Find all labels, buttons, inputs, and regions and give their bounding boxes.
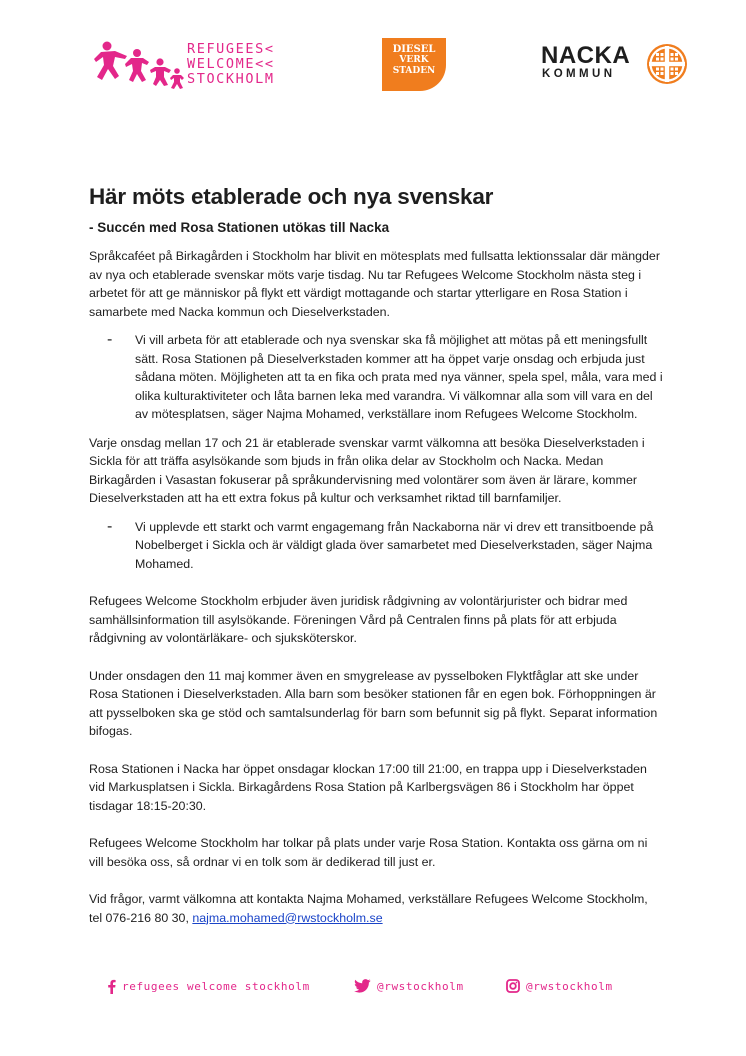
article (89, 183, 664, 927)
rws-logo-text (187, 42, 275, 87)
paragraph: Varje onsdag mellan 17 och 21 är etablerade svenskar varmt välkomna att besöka Dieselverkstaden i Sickla för att träffa asylsökande som bjuds in från olika delar av Stockholm och Nacka. Medan Birkagården i Vasastan fokuserar på språkundervisning med volontärer som även är lärare, kommer Dieselverkstaden att ha ett extra fokus på kultur och verksamhet riktad till barnfamiljer. (89, 435, 645, 505)
facebook-label: refugees welcome stockholm (122, 980, 310, 993)
nacka-logo-sub: KOMMUN (542, 68, 616, 80)
twitter-label: @rwstockholm (377, 979, 464, 993)
quote-block (107, 331, 664, 424)
refugee-family-silhouette-icon (93, 40, 185, 90)
instagram-label: @rwstockholm (526, 979, 613, 993)
quote-block (107, 518, 664, 574)
paragraph: Rosa Stationen i Nacka har öppet onsdagar klockan 17:00 till 21:00, en trappa upp i Dieselverkstaden vid Markusplatsen i Sickla. Birkagårdens Rosa Station på Karlbergsvägen 86 i Stockholm har öppet tisdagar 18:15-20:30. (89, 761, 647, 813)
contact-paragraph (89, 890, 664, 927)
quote-text: Vi upplevde ett starkt och varmt engagemang från Nackaborna när vi drev ett transitboende på Nobelberget i Sickla och är väldigt glada över samarbetet med Dieselverkstaden, säger Najma Mohamed. (135, 519, 654, 571)
contact-text: Vid frågor, varmt välkomna att kontakta Najma Mohamed, verkställare Refugees Welcome Stockholm, tel 076-216 80 30, (89, 892, 648, 925)
instagram-icon (506, 979, 520, 993)
nacka-emblem-icon (645, 42, 689, 86)
facebook-link[interactable] (107, 979, 310, 994)
paragraph-intro: Språkcaféet på Birkagården i Stockholm har blivit en mötesplats med fullsatta lektionssalar där mängder av nya och etablerade svenskar möts varje tisdag. Nu tar Refugees Welcome Stockholm nästa steg i arbetet för att ge människor på flykt ett värdigt mottagande och startar ytterligare en Rosa Station i samarbete med Nacka kommun och Dieselverkstaden. (89, 249, 660, 319)
rws-logo-line: WELCOME<< (187, 56, 275, 72)
quote-text: Vi vill arbeta för att etablerade och nya svenskar ska få möjlighet att mötas på ett meningsfullt sätt. Rosa Stationen på Dieselverkstaden kommer att ha öppet varje onsdag och erbjuda just sådana möten. Möjligheten att ta en fika och prata med nya vänner, spela spel, måla, vara med i olika kulturaktiviteter och låta barnen leka med varandra. Vi välkomnar alla som vill vara en del av mötesplatsen, säger Najma Mohamed, verkställare inom Refugees Welcome Stockholm. (135, 333, 663, 421)
paragraph: Under onsdagen den 11 maj kommer även en smygrelease av pysselboken Flyktfåglar att ske under Rosa Stationen i Dieselverkstaden. Alla barn som besöker stationen får en egen bok. Förhoppningen är att pysselboken ska ge stöd och samtalsunderlag för barn som befunnit sig på flykt. Separat information bifogas. (89, 668, 658, 738)
article-subtitle: - Succén med Rosa Stationen utökas till Nacka (89, 220, 390, 235)
facebook-icon (107, 979, 116, 994)
quote-dash: - (107, 331, 113, 348)
social-footer (0, 979, 746, 1001)
twitter-link[interactable] (354, 979, 464, 993)
paragraph: Refugees Welcome Stockholm har tolkar på plats under varje Rosa Station. Kontakta oss gärna om ni vill besöka oss, så ordnar vi en tolk som är dedikerad till just er. (89, 836, 648, 869)
twitter-icon (354, 979, 371, 993)
diesel-logo-line: STADEN (392, 66, 436, 76)
rws-logo-line: STOCKHOLM (187, 71, 275, 87)
dieselverkstaden-logo (382, 38, 446, 91)
refugees-welcome-stockholm-logo (93, 40, 303, 92)
paragraph: Refugees Welcome Stockholm erbjuder även juridisk rådgivning av volontärjurister och bidrar med samhällsinformation till asylsökande. Föreningen Vård på Centralen finns på plats för att erbjuda rådgivning av volontärläkare- och sjuksköterskor. (89, 594, 628, 645)
nacka-logo-name: NACKA (541, 42, 631, 69)
contact-email-link[interactable]: najma.mohamed@rwstockholm.se (192, 910, 383, 925)
nacka-kommun-logo (541, 42, 691, 86)
rws-logo-line: REFUGEES< (187, 41, 275, 57)
page-title: Här möts etablerade och nya svenskar (89, 184, 494, 209)
diesel-logo-line: DIESEL (392, 44, 436, 55)
header (0, 0, 746, 120)
instagram-link[interactable] (506, 979, 613, 993)
quote-dash: - (107, 517, 113, 535)
diesel-logo-line: VERK (399, 55, 429, 65)
